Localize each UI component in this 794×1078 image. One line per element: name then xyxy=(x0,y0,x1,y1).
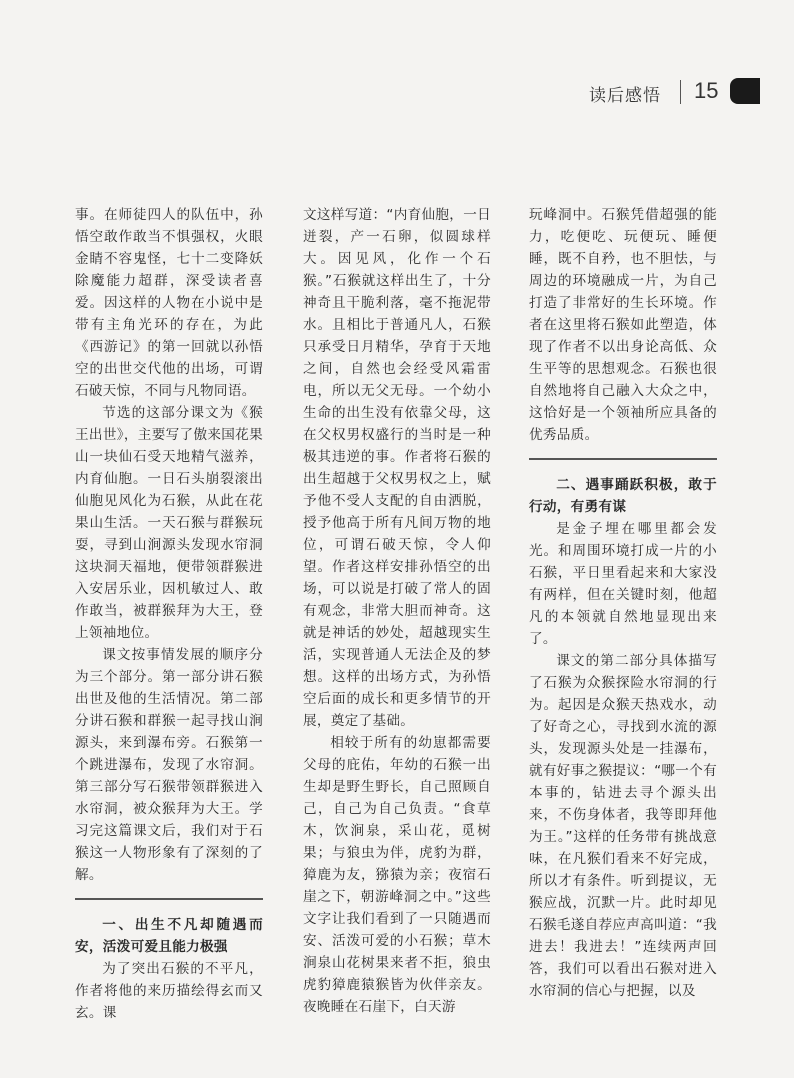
paragraph: 事。在师徒四人的队伍中，孙悟空敢作敢当不惧强权，火眼金睛不容鬼怪，七十二变降妖除魔能力超群，深受读者喜爱。因这样的人物在小说中是带有主角光环的存在，为此《西游记》的第一回就以孙悟空的出世交代他的出场，可谓石破天惊，不同与凡物同语。 xyxy=(75,207,263,399)
text-column-1 xyxy=(75,204,263,1024)
paragraph: 课文的第二部分具体描写了石猴为众猴探险水帘洞的行为。起因是众猴天热戏水，动了好奇之心，寻找到水流的源头，发现源头处是一挂瀑布，就有好事之猴提议：“哪一个有本事的，钻进去寻个源头出来，不伤身体者，我等即拜他为王。”这样的任务带有挑战意味，在凡猴们看来不好完成，所以才有条件。听到提议，无猴应战，沉默一片。此时却见石猴毛遂自荐应声高叫道：“我进去！我进去！”连续两声回答，我们可以看出石猴对进入水帘洞的信心与把握，以及 xyxy=(529,653,717,999)
paragraph: 相较于所有的幼崽都需要父母的庇佑，年幼的石猴一出生却是野生野长，自己照顾自己，自己为自己负责。“食草木，饮涧泉，采山花，觅树果；与狼虫为伴，虎豹为群，獐鹿为友，猕猿为亲；夜宿石崖之下，朝游峰洞之中。”这些文字让我们看到了一只随遇而安、活泼可爱的小石猴；草木涧泉山花树果来者不拒，狼虫虎豹獐鹿猿猴皆为伙伴亲友。夜晚睡在石崖下，白天游 xyxy=(303,735,491,1015)
section-title: 读后感悟 xyxy=(589,86,661,106)
section-heading: 一、出生不凡却随遇而安，活泼可爱且能力极强 xyxy=(75,917,263,955)
paragraph: 是金子埋在哪里都会发光。和周围环境打成一片的小石猴，平日里看起来和大家没有两样，但在关键时刻，他超凡的本领就自然地显现出来了。 xyxy=(529,521,717,647)
paragraph: 节选的这部分课文为《猴王出世》，主要写了傲来国花果山一块仙石受天地精气滋养，内育仙胞。一日石头崩裂滚出仙胞见风化为石猴，从此在花果山生活。一天石猴与群猴玩耍，寻到山涧源头发现水帘洞这块洞天福地，便带领群猴进入安居乐业，因机敏过人、敢作敢当，被群猴拜为大王，登上领袖地位。 xyxy=(75,405,263,641)
text-column-2 xyxy=(303,204,491,1018)
page-tab-marker xyxy=(730,78,760,104)
page-number: 15 xyxy=(694,78,719,103)
paragraph: 文这样写道：“内育仙胞，一日迸裂，产一石卵，似圆球样大。因见风，化作一个石猴。”石猴就这样出生了，十分神奇且干脆利落，毫不拖泥带水。且相比于普通凡人，石猴只承受日月精华，孕育于天地之间，自然也会经受风霜雷电，所以无父无母。一个幼小生命的出生没有依靠父母，这在父权男权盛行的当时是一种极其违逆的事。作者将石猴的出生超越于父权男权之上，赋予他不受人支配的自由洒脱，授予他高于所有凡间万物的地位，可谓石破天惊，令人仰望。作者这样安排孙悟空的出场，可以说是打破了常人的固有观念，非常大胆而神奇。这就是神话的妙处，超越现实生活，实现普通人无法企及的梦想。这样的出场方式，为孙悟空后面的成长和更多情节的开展，奠定了基础。 xyxy=(303,207,491,729)
paragraph: 课文按事情发展的顺序分为三个部分。第一部分讲石猴出世及他的生活情况。第二部分讲石猴和群猴一起寻找山涧源头，来到瀑布旁。石猴第一个跳进瀑布，发现了水帘洞。第三部分写石猴带领群猴进入水帘洞，被众猴拜为大王。学习完这篇课文后，我们对于石猴这一人物形象有了深刻的了解。 xyxy=(75,647,263,883)
page-header xyxy=(0,78,794,108)
section-rule xyxy=(75,898,263,900)
paragraph: 为了突出石猴的不平凡，作者将他的来历描绘得玄而又玄。课 xyxy=(75,961,263,1021)
section-heading: 二、遇事踊跃积极，敢于行动，有勇有谋 xyxy=(529,477,717,515)
text-column-3 xyxy=(529,204,717,1002)
section-rule xyxy=(529,458,717,460)
paragraph: 玩峰洞中。石猴凭借超强的能力，吃便吃、玩便玩、睡便睡，既不自矜，也不胆怯，与周边的环境融成一片，为自己打造了非常好的生长环境。作者在这里将石猴如此塑造，体现了作者不以出身论高低、众生平等的思想观念。石猴也很自然地将自己融入大众之中，这恰好是一个领袖所应具备的优秀品质。 xyxy=(529,207,717,443)
header-divider xyxy=(680,80,681,104)
